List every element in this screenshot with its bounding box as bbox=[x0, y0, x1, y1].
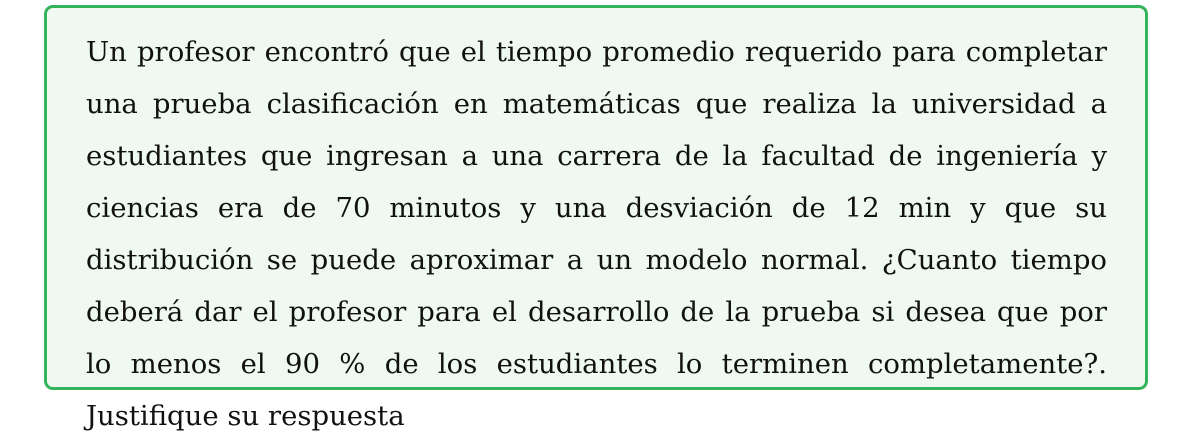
problem-statement: Un profesor encontró que el tiempo promedio requerido para completar una prueba clasificación en matemáticas que realiza la universidad a estudiantes que ingresan a una carrera de la facultad de ingeniería y ciencias era de 70 minutos y una desviación de 12 min y que su distribución se puede aproximar a un modelo normal. ¿Cuanto tiempo deberá dar el profesor para el desarrollo de la prueba si desea que por lo menos el 90 % de los estudiantes lo terminen completamente?. Justifique su respuesta bbox=[86, 36, 1107, 432]
problem-box bbox=[44, 5, 1148, 432]
